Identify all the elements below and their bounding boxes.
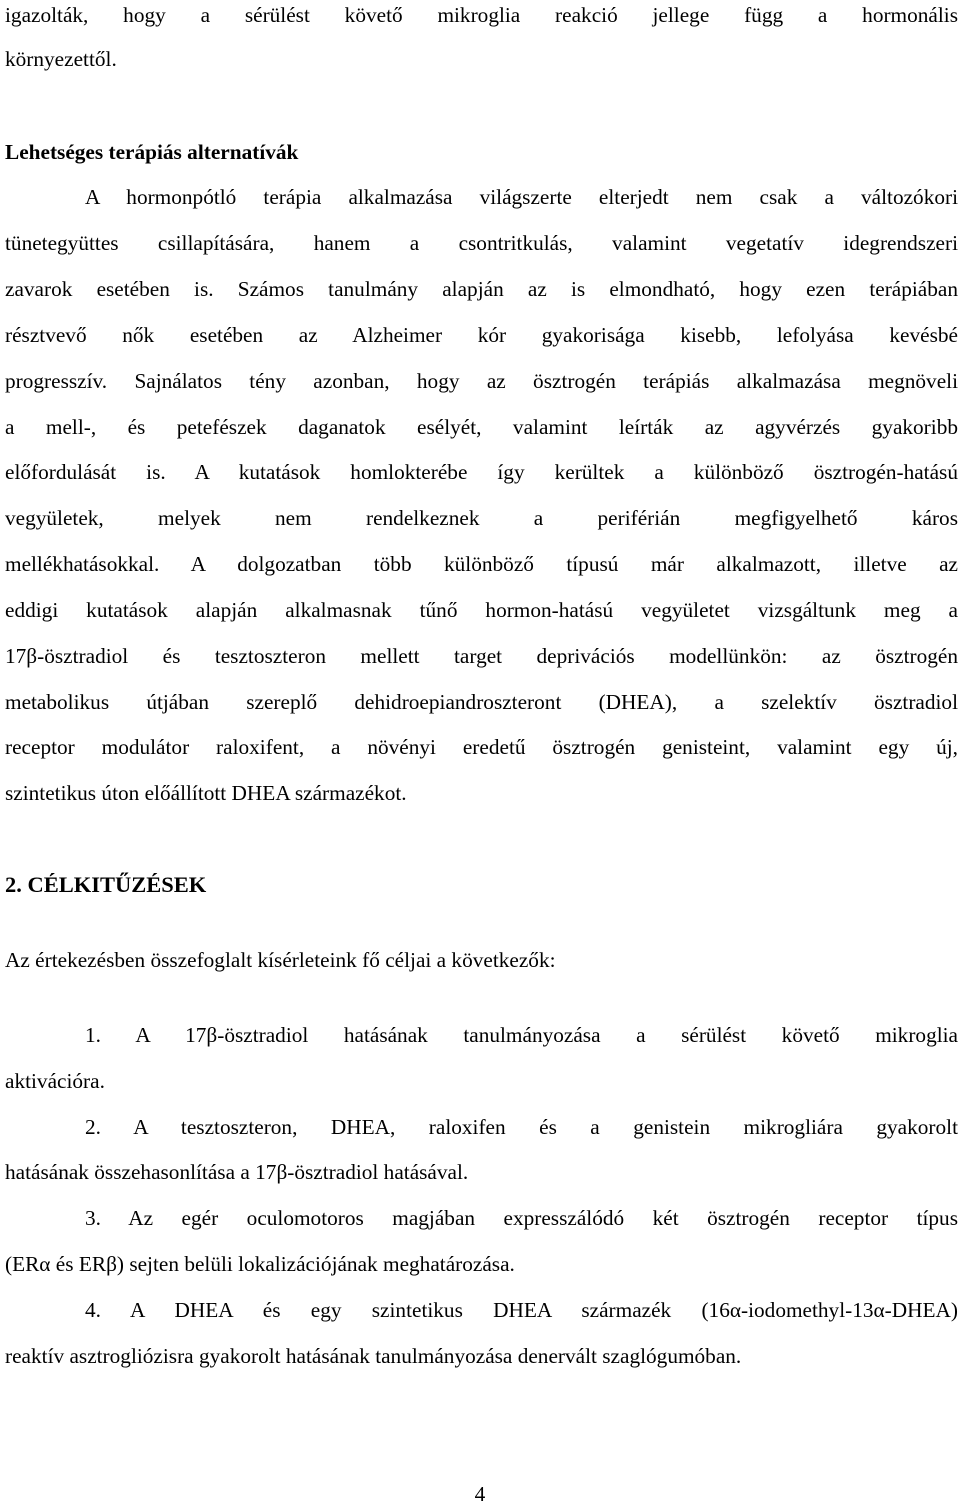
intro-text: Az értekezésben összefoglalt kísérleteink fő céljai a következők: (5, 948, 556, 972)
paragraph-line: szintetikus úton előállított DHEA származékot. (5, 781, 407, 805)
list-item-line: 4. A DHEA és egy szintetikus DHEA származék (16α-iodomethyl-13α-DHEA) (85, 1298, 958, 1322)
paragraph-line: A hormonpótló terápia alkalmazása világszerte elterjedt nem csak a változókori (85, 185, 958, 209)
page-number: 4 (474, 1482, 486, 1506)
list-item-line: (ERα és ERβ) sejten belüli lokalizációjának meghatározása. (5, 1252, 515, 1276)
paragraph-line: receptor modulátor raloxifent, a növényi eredetű ösztrogén genisteint, valamint egy új, (5, 735, 958, 759)
paragraph-line: progresszív. Sajnálatos tény azonban, hogy az ösztrogén terápiás alkalmazása megnöveli (5, 369, 958, 393)
section-heading: 2. CÉLKITŰZÉSEK (5, 872, 207, 897)
list-item-line: hatásának összehasonlítása a 17β-ösztradiol hatásával. (5, 1160, 469, 1184)
paragraph-line: 17β-ösztradiol és tesztoszteron mellett target deprivációs modellünkön: az ösztrogén (5, 644, 958, 668)
paragraph-line: tünetegyüttes csillapítására, hanem a csontritkulás, valamint vegetatív idegrendszeri (5, 231, 958, 255)
list-item-line: aktivációra. (5, 1069, 105, 1093)
paragraph-line: környezettől. (5, 47, 117, 71)
section-subheading: Lehetséges terápiás alternatívák (5, 140, 299, 164)
paragraph-line: zavarok esetében is. Számos tanulmány alapján az is elmondható, hogy ezen terápiában (5, 277, 958, 301)
paragraph-line: mellékhatásokkal. A dolgozatban több különböző típusú már alkalmazott, illetve az (5, 552, 958, 576)
list-item-line: reaktív asztrogliózisra gyakorolt hatásának tanulmányozása denervált szaglógumóban. (5, 1344, 742, 1368)
list-item-line: 3. Az egér oculomotoros magjában expresszálódó két ösztrogén receptor típus (85, 1206, 958, 1230)
list-item-line: 2. A tesztoszteron, DHEA, raloxifen és a genistein mikrogliára gyakorolt (85, 1115, 958, 1139)
paragraph-line: eddigi kutatások alapján alkalmasnak tűnő hormon-hatású vegyületet vizsgáltunk meg a (5, 598, 958, 622)
paragraph-line: metabolikus útjában szereplő dehidroepiandroszteront (DHEA), a szelektív ösztradiol (5, 690, 958, 714)
paragraph-line: igazolták, hogy a sérülést követő mikroglia reakció jellege függ a hormonális (5, 3, 958, 27)
paragraph-line: előfordulását is. A kutatások homlokterébe így kerültek a különböző ösztrogén-hatású (5, 460, 958, 484)
list-item-line: 1. A 17β-ösztradiol hatásának tanulmányozása a sérülést követő mikroglia (85, 1023, 958, 1047)
paragraph-line: vegyületek, melyek nem rendelkeznek a periférián megfigyelhető káros (5, 506, 958, 530)
paragraph-line: résztvevő nők esetében az Alzheimer kór gyakorisága kisebb, lefolyása kevésbé (5, 323, 958, 347)
paragraph-line: a mell-, és petefészek daganatok esélyét, valamint leírták az agyvérzés gyakoribb (5, 415, 958, 439)
